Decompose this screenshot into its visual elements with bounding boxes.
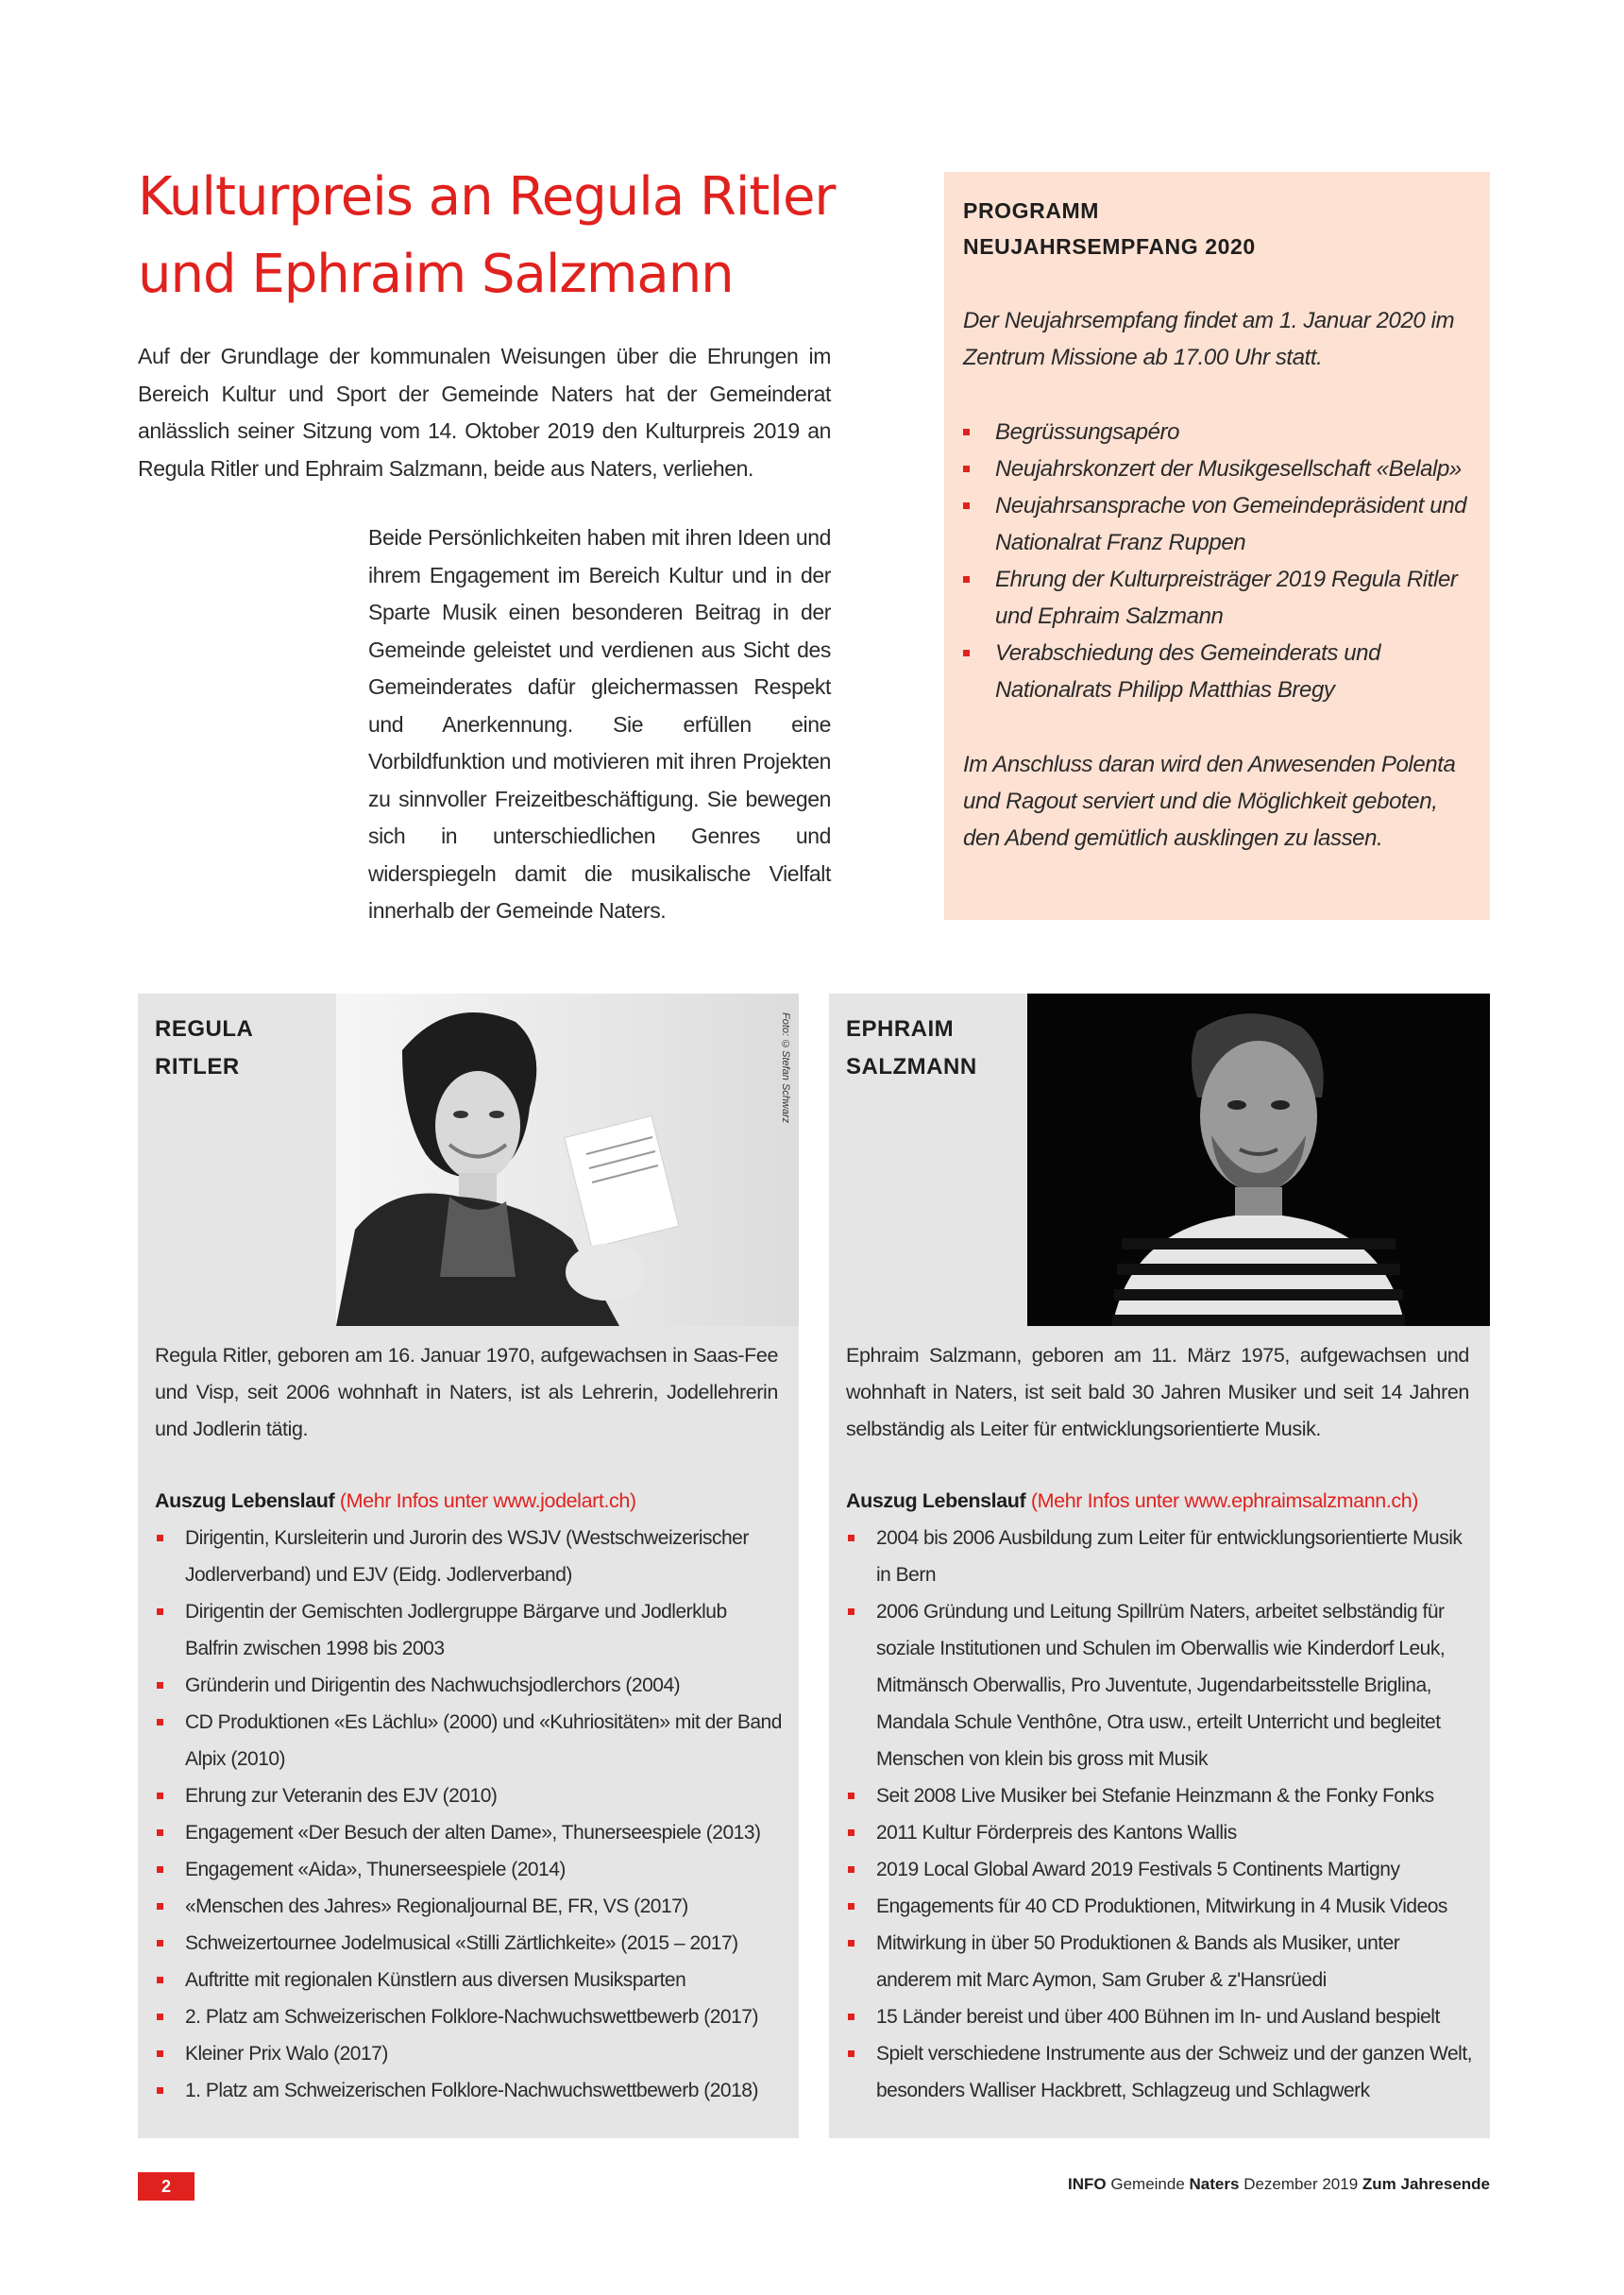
profile-panel-regula <box>138 994 799 2138</box>
cv-item: Dirigentin der Gemischten Jodlergruppe Bärgarve und Jodlerklub Balfrin zwischen 1998 bis 2003 <box>155 1593 782 1667</box>
page-number: 2 <box>138 2172 195 2201</box>
program-item: Neujahrskonzert der Musikgesellschaft «Belalp» <box>963 450 1471 487</box>
cv-link[interactable]: (Mehr Infos unter www.jodelart.ch) <box>339 1489 636 1512</box>
profile-name <box>846 1011 977 1086</box>
footer-town: Naters <box>1189 2175 1240 2193</box>
cv-list <box>155 1520 782 2109</box>
profile-bio: Regula Ritler, geboren am 16. Januar 1970, aufgewachsen in Saas-Fee und Visp, seit 2006 wohnhaft in Naters, ist als Lehrerin, Jodellehrerin und Jodlerin tätig. <box>155 1344 778 1440</box>
profile-panel-ephraim <box>829 994 1490 2138</box>
cv-heading <box>846 1483 1479 1520</box>
program-box <box>944 172 1490 920</box>
footer-brand: INFO <box>1068 2175 1107 2193</box>
cv-item: Dirigentin, Kursleiterin und Jurorin des WSJV (Westschweizerischer Jodlerverband) und EJV (Eidg. Jodlerverband) <box>155 1520 782 1593</box>
article-title-line-2: und Ephraim Salzmann <box>138 244 734 305</box>
cv-list <box>846 1520 1473 2109</box>
profile-name-line-1: EPHRAIM <box>846 1016 955 1042</box>
cv-item: Auftritte mit regionalen Künstlern aus diversen Musiksparten <box>155 1962 782 1998</box>
cv-item: 15 Länder bereist und über 400 Bühnen im In- und Ausland bespielt <box>846 1998 1473 2035</box>
cv-item: Engagement «Aida», Thunerseespiele (2014) <box>155 1851 782 1888</box>
footer-text-2: Dezember 2019 <box>1243 2175 1359 2193</box>
cv-item: CD Produktionen «Es Lächlu» (2000) und «Kuhriositäten» mit der Band Alpix (2010) <box>155 1704 782 1777</box>
cv-item: Engagement «Der Besuch der alten Dame», Thunerseespiele (2013) <box>155 1814 782 1851</box>
profile-name <box>155 1011 253 1086</box>
cv-item: 1. Platz am Schweizerischen Folklore-Nachwuchswettbewerb (2018) <box>155 2072 782 2109</box>
cv-link[interactable]: (Mehr Infos unter www.ephraimsalzmann.ch) <box>1030 1489 1419 1512</box>
profile-name-line-2: SALZMANN <box>846 1054 977 1080</box>
article-title-line-1: Kulturpreis an Regula Ritler <box>138 166 836 228</box>
cv-item: 2006 Gründung und Leitung Spillrüm Naters, arbeitet selbständig für soziale Institutionen und Schulen im Oberwallis wie Kinderdorf Leuk, Mitmänsch Oberwallis, Pro Juventute, Jugendarbeitsstelle Briglina, Mandala Schule Venthône, Otra usw., erteilt Unterricht und begleitet Menschen von klein bis gross mit Musik <box>846 1593 1473 1777</box>
ephraim-portrait-image <box>1027 994 1490 1326</box>
program-item: Verabschiedung des Gemeinderats und Nationalrats Philipp Matthias Bregy <box>963 635 1471 708</box>
program-outro: Im Anschluss daran wird den Anwesenden Polenta und Ragout serviert und die Möglichkeit geboten, den Abend gemütlich ausklingen zu lassen. <box>963 752 1456 851</box>
article-title <box>138 159 931 314</box>
cv-heading <box>155 1483 787 1520</box>
cv-item: 2011 Kultur Förderpreis des Kantons Wallis <box>846 1814 1473 1851</box>
regula-photo <box>336 994 799 1326</box>
cv-item: Ehrung zur Veteranin des EJV (2010) <box>155 1777 782 1814</box>
footer-text-1: Gemeinde <box>1110 2175 1185 2193</box>
program-heading-line-2: NEUJAHRSEMPFANG 2020 <box>963 234 1256 259</box>
footer-section: Zum Jahresende <box>1362 2175 1490 2193</box>
cv-label: Auszug Lebenslauf <box>155 1489 335 1512</box>
cv-item: «Menschen des Jahres» Regionaljournal BE, FR, VS (2017) <box>155 1888 782 1925</box>
cv-item: 2019 Local Global Award 2019 Festivals 5 Continents Martigny <box>846 1851 1473 1888</box>
footer-line <box>1068 2175 1490 2194</box>
program-item: Ehrung der Kulturpreisträger 2019 Regula Ritler und Ephraim Salzmann <box>963 561 1471 635</box>
cv-item: Mitwirkung in über 50 Produktionen & Bands als Musiker, unter anderem mit Marc Aymon, Sam Gruber & z'Hansrüedi <box>846 1925 1473 1998</box>
cv-label: Auszug Lebenslauf <box>846 1489 1026 1512</box>
cv-item: 2004 bis 2006 Ausbildung zum Leiter für entwicklungsorientierte Musik in Bern <box>846 1520 1473 1593</box>
program-item: Begrüssungsapéro <box>963 414 1471 450</box>
cv-item: Schweizertournee Jodelmusical «Stilli Zärtlichkeite» (2015 – 2017) <box>155 1925 782 1962</box>
cv-item: Seit 2008 Live Musiker bei Stefanie Heinzmann & the Fonky Fonks <box>846 1777 1473 1814</box>
cv-item: Gründerin und Dirigentin des Nachwuchsjodlerchors (2004) <box>155 1667 782 1704</box>
cv-item: Engagements für 40 CD Produktionen, Mitwirkung in 4 Musik Videos <box>846 1888 1473 1925</box>
profile-bio: Ephraim Salzmann, geboren am 11. März 1975, aufgewachsen und wohnhaft in Naters, ist seit bald 30 Jahren Musiker und seit 14 Jahren selbständig als Leiter für entwicklungsorientierte Musik. <box>846 1344 1469 1440</box>
cv-item: Spielt verschiedene Instrumente aus der Schweiz und der ganzen Welt, besonders Walliser Hackbrett, Schlagzeug und Schlagwerk <box>846 2035 1473 2109</box>
body-paragraph: Beide Persönlichkeiten haben mit ihren Ideen und ihrem Engagement im Bereich Kultur und in der Sparte Musik einen besonderen Beitrag in der Gemeinde geleistet und verdienen aus Sicht des Gemeinderates dafür gleichermassen Respekt und Anerkennung. Sie erfüllen eine Vorbildfunktion und motivieren mit ihren Projekten zu sinnvoller Freizeitbeschäftigung. Sie bewegen sich in unterschiedlichen Genres und widerspiegeln damit die musikalische Vielfalt innerhalb der Gemeinde Naters. <box>368 525 831 923</box>
regula-portrait-image <box>336 994 799 1326</box>
profile-name-line-2: RITLER <box>155 1054 240 1080</box>
cv-item: 2. Platz am Schweizerischen Folklore-Nachwuchswettbewerb (2017) <box>155 1998 782 2035</box>
program-item: Neujahrsansprache von Gemeindepräsident und Nationalrat Franz Ruppen <box>963 487 1471 561</box>
profile-name-line-1: REGULA <box>155 1016 254 1042</box>
program-intro: Der Neujahrsempfang findet am 1. Januar 2020 im Zentrum Missione ab 17.00 Uhr statt. <box>963 308 1455 370</box>
program-heading-line-1: PROGRAMM <box>963 198 1100 223</box>
cv-item: Kleiner Prix Walo (2017) <box>155 2035 782 2072</box>
ephraim-photo <box>1027 994 1490 1326</box>
program-heading <box>963 193 1471 264</box>
program-list <box>963 414 1471 708</box>
intro-paragraph: Auf der Grundlage der kommunalen Weisungen über die Ehrungen im Bereich Kultur und Sport der Gemeinde Naters hat der Gemeinderat anlässlich seiner Sitzung vom 14. Oktober 2019 den Kulturpreis 2019 an Regula Ritler und Ephraim Salzmann, beide aus Naters, verliehen. <box>138 344 831 481</box>
photo-credit: Foto: ©Stefan Schwarz <box>780 1012 791 1124</box>
